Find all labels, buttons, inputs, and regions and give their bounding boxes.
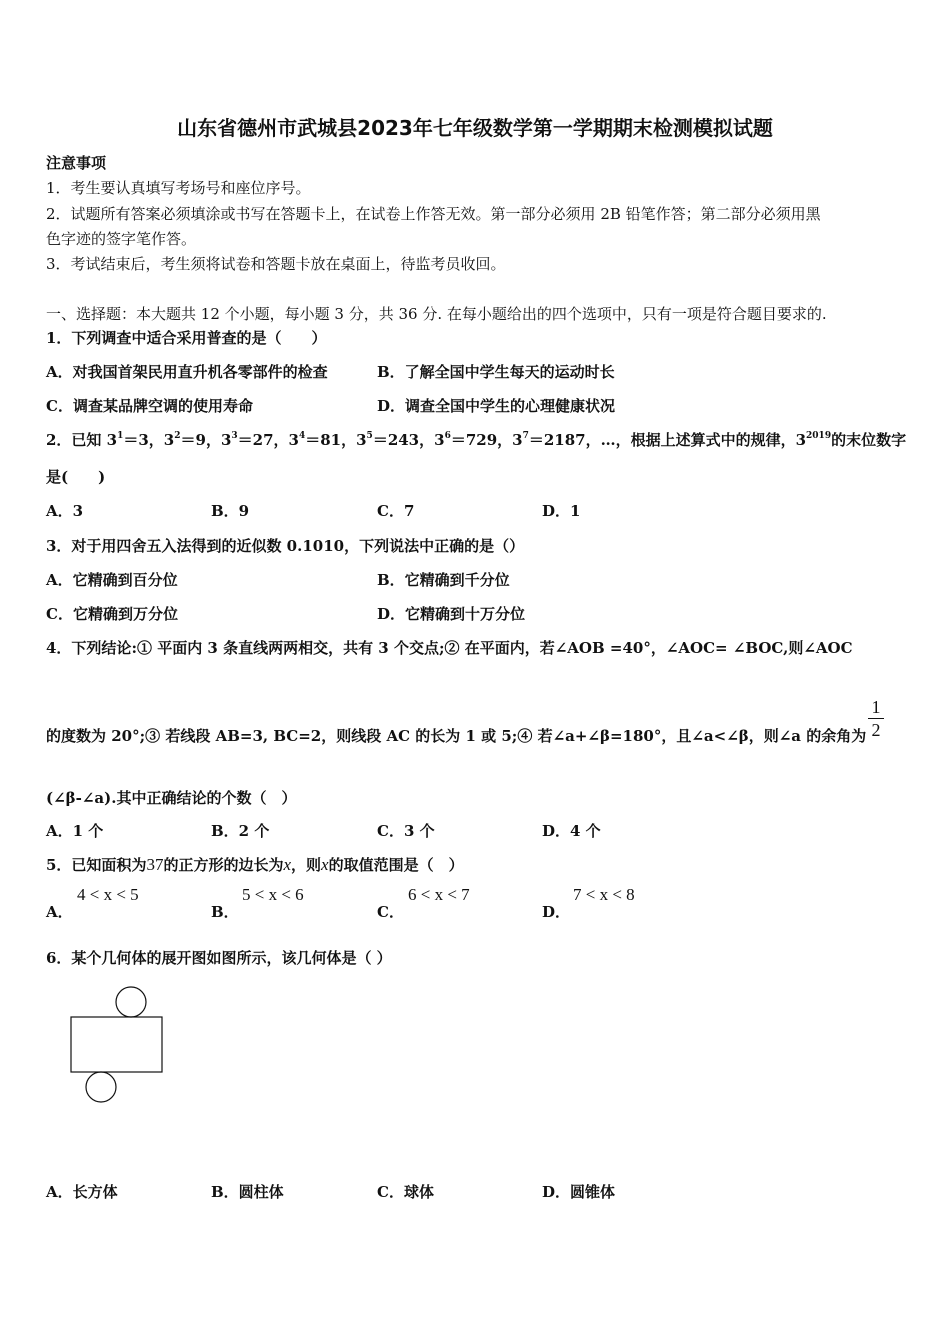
- q2-stem-cont: 是( ): [46, 468, 106, 486]
- q2-exp-4: 4: [298, 431, 306, 441]
- q4-option-b: B．2 个: [211, 822, 270, 840]
- section-heading: 一、选择题：本大题共 12 个小题，每小题 3 分，共 36 分. 在每小题给出的四个选项中，只有一项是符合题目要求的.: [46, 305, 827, 323]
- q5-stem-a: 5．已知面积为: [46, 856, 147, 874]
- q2-exp-7: 7: [522, 431, 529, 441]
- q4-fraction-bar: [868, 718, 884, 719]
- net-rectangle: [71, 1017, 162, 1072]
- page-title: 山东省德州市武城县2023年七年级数学第一学期期末检测模拟试题: [177, 116, 773, 140]
- q6-option-d: D．圆锥体: [542, 1183, 616, 1201]
- q5-option-c-label: C．: [377, 903, 404, 921]
- q1-option-b: B．了解全国中学生每天的运动时长: [377, 363, 615, 381]
- q2-option-d: D．1: [542, 502, 581, 520]
- q5-area: 37: [146, 855, 164, 874]
- q2-text-3: ＝27，3: [237, 431, 299, 449]
- q4-stem-line2: 的度数为 20°;③ 若线段 AB=3, BC=2，则线段 AC 的长为 1 或 5;④ 若∠a+∠β=180°，且∠a<∠β，则∠a 的余角为: [46, 727, 867, 745]
- q2-option-c: C．7: [377, 502, 415, 520]
- q2-text-8: 的末位数字: [831, 431, 907, 449]
- notice-item-2: 2．试题所有答案必须填涂或书写在答题卡上，在试卷上作答无效。第一部分必须用 2B 铅笔作答；第二部分必须用黑: [46, 205, 821, 223]
- q1-stem: 1．下列调查中适合采用普查的是（ ）: [46, 329, 327, 347]
- q5-option-c-expr: 6 < x < 7: [408, 885, 470, 904]
- q2-exp-2: 2: [174, 431, 181, 441]
- q2-text-5: ＝243，3: [372, 431, 445, 449]
- q5-option-a-label: A．: [46, 903, 73, 921]
- q5-option-b-expr: 5 < x < 6: [242, 885, 304, 904]
- notice-heading: 注意事项: [46, 154, 107, 172]
- q3-option-b: B．它精确到千分位: [377, 571, 510, 589]
- q2-text-2: ＝9，3: [180, 431, 232, 449]
- q3-option-a: A．它精确到百分位: [46, 571, 178, 589]
- q1-option-d: D．调查全国中学生的心理健康状况: [377, 397, 616, 415]
- q2-text-6: ＝729，3: [450, 431, 523, 449]
- q2-exp-5: 5: [366, 431, 373, 441]
- q4-option-c: C．3 个: [377, 822, 435, 840]
- cylinder-net-figure: [66, 984, 170, 1108]
- notice-item-2-cont: 色字迹的签字笔作答。: [46, 230, 197, 248]
- q3-option-d: D．它精确到十万分位: [377, 605, 526, 623]
- q5-option-d-expr: 7 < x < 8: [573, 885, 635, 904]
- q2-exp-8: 2019: [806, 431, 832, 441]
- notice-item-3: 3．考试结束后，考生须将试卷和答题卡放在桌面上，待监考员收回。: [46, 255, 506, 273]
- q4-stem-line1: 4．下列结论:① 平面内 3 条直线两两相交，共有 3 个交点;② 在平面内，若∠AOB =40°，∠AOC= ∠BOC,则∠AOC: [46, 639, 853, 657]
- q2-exp-1: 1: [117, 431, 124, 441]
- q2-text-4: ＝81，3: [305, 431, 367, 449]
- notice-item-1: 1．考生要认真填写考场号和座位序号。: [46, 179, 311, 197]
- q5-var-2: x: [321, 855, 329, 874]
- q6-option-c: C．球体: [377, 1183, 434, 1201]
- q4-fraction-numerator: 1: [871, 697, 881, 717]
- q5-stem-d: 的取值范围是（ ）: [328, 856, 464, 874]
- q6-option-a: A．长方体: [46, 1183, 118, 1201]
- q2-option-a: A．3: [46, 502, 84, 520]
- q2-stem: [46, 429, 906, 450]
- q2-exp-6: 6: [444, 431, 451, 441]
- q4-option-a: A．1 个: [46, 822, 104, 840]
- net-top-circle: [116, 987, 146, 1017]
- q5-option-b-label: B．: [211, 903, 239, 921]
- q4-fraction-denominator: 2: [871, 720, 881, 740]
- q4-option-d: D．4 个: [542, 822, 601, 840]
- q1-option-a: A．对我国首架民用直升机各零部件的检查: [46, 363, 328, 381]
- q2-prefix: 2．已知 3: [46, 431, 118, 449]
- q5-stem: [46, 854, 464, 875]
- q4-stem-line3: (∠β-∠a).其中正确结论的个数（ ）: [46, 789, 297, 807]
- q5-var: x: [283, 855, 292, 874]
- q2-text-1: ＝3，3: [123, 431, 175, 449]
- q5-option-a-expr: 4 < x < 5: [77, 885, 139, 904]
- q4-fraction: [868, 698, 884, 739]
- q3-option-c: C．它精确到万分位: [46, 605, 178, 623]
- q2-option-b: B．9: [211, 502, 250, 520]
- q3-stem: 3．对于用四舍五入法得到的近似数 0.1010，下列说法中正确的是（）: [46, 537, 525, 555]
- q6-stem: 6．某个几何体的展开图如图所示，该几何体是（ ）: [46, 949, 392, 967]
- q1-option-c: C．调查某品牌空调的使用寿命: [46, 397, 253, 415]
- q5-stem-b: 的正方形的边长为: [163, 856, 284, 874]
- q2-text-7: ＝2187，…，根据上述算式中的规律，3: [528, 431, 807, 449]
- net-bottom-circle: [86, 1072, 116, 1102]
- q6-option-b: B．圆柱体: [211, 1183, 284, 1201]
- q5-stem-c: ，则: [291, 856, 322, 874]
- q5-option-d-label: D．: [542, 903, 571, 921]
- q2-exp-3: 3: [231, 431, 238, 441]
